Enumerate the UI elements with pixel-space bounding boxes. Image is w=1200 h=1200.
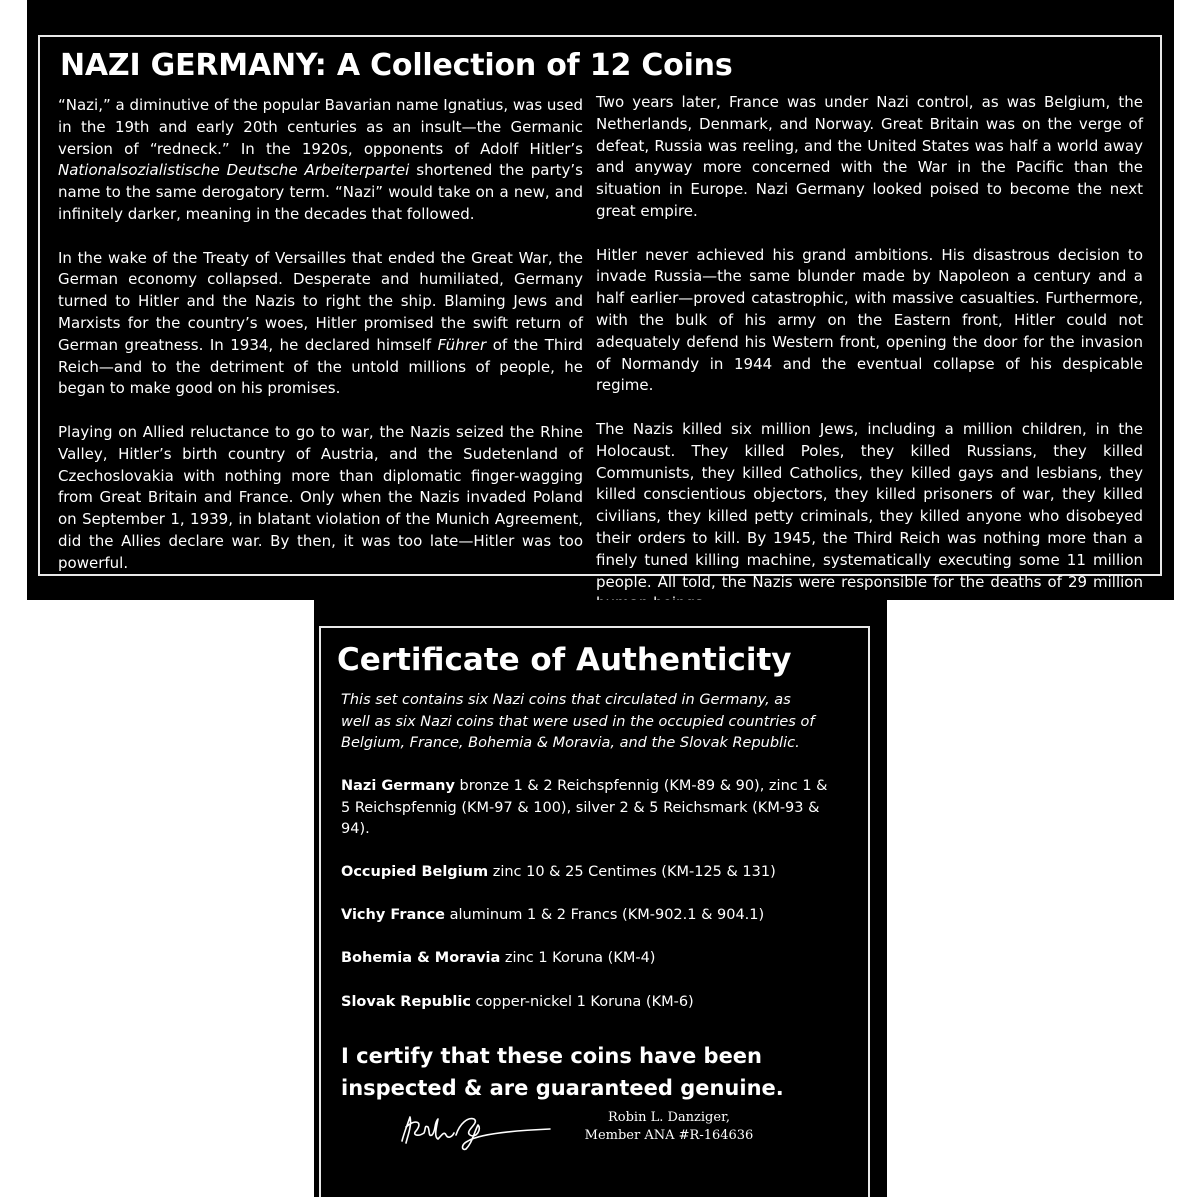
- coin-entry-label: Bohemia & Moravia: [341, 950, 501, 966]
- coin-entry-label: Vichy France: [341, 907, 446, 923]
- page-title: NAZI GERMANY: A Collection of 12 Coins: [60, 48, 733, 83]
- coin-entry-slovak-republic: [341, 992, 841, 1014]
- coin-entry-text: aluminum 1 & 2 Francs (KM-902.1 & 904.1): [445, 907, 765, 923]
- paragraph-holocaust: The Nazis killed six million Jews, including a million children, in the Holocaust. They killed Poles, they killed Russians, they killed Communists, they killed Catholics, they killed gays and lesbians, they killed conscientious objectors, they killed prisoners of war, they killed civilians, they killed petty criminals, they killed anyone who disobeyed their orders to kill. By 1945, the Third Reich was nothing more than a finely tuned killing machine, systematically executing some 11 million people. All told, the Nazis were responsible for the deaths of 29 million: [596, 419, 1143, 591]
- paragraph-allied-reluctance: [58, 422, 583, 575]
- text-span: of the Third Reich—and to the detriment of the untold millions of people, he began to make good on his promises.: [58, 335, 583, 398]
- paragraph-versailles: [58, 248, 583, 401]
- coin-entry-occupied-belgium: [341, 862, 841, 884]
- signer-name: Robin L. Danziger,: [608, 1110, 730, 1125]
- coin-entry-label: Nazi Germany: [341, 778, 455, 794]
- text-span: “Nazi,” a diminutive of the popular Bavarian name Ignatius, was used in the 19th and early 20th centuries as an insult—the Germanic version of “redneck.” In the 1920s, opponents of Adolf Hitler’s: [58, 96, 583, 158]
- signer-block: [584, 1109, 754, 1145]
- coin-entry-vichy-france: [341, 905, 841, 927]
- coin-entry-nazi-germany: [341, 776, 841, 841]
- coin-entry-text: zinc 1 Koruna (KM-4): [500, 950, 656, 966]
- certificate-panel: [314, 600, 887, 1197]
- paragraph-nazi-origin: [58, 95, 583, 226]
- coin-entry-bohemia-moravia: [341, 948, 841, 970]
- coin-entry-text: zinc 10 & 25 Centimes (KM-125 & 131): [488, 864, 776, 880]
- coin-entry-label: Slovak Republic: [341, 994, 471, 1010]
- text-span: Playing on Allied reluctance to go to war, the Nazis seized the Rhine Valley, Hitler’s birth country of Austria, and the Sudetenland of Czechoslovakia with nothing more than diplomatic finger-wagging from Great Britain and France. Only when the Nazis invaded Poland on September 1, 1939, in blatant violation of the Munich Agreement, did the Allies declare war. By then, it was too late—Hitler was too powerful.: [58, 422, 583, 572]
- handwritten-signature: [394, 1105, 554, 1155]
- certification-statement: I certify that these coins have been inspected & are guaranteed genuine.: [341, 1044, 784, 1100]
- paragraph-grand-ambitions: Hitler never achieved his grand ambitions. His disastrous decision to invade Russia—the same blunder made by Napoleon a century and a half earlier—proved catastrophic, with massive casualties. Furthermore, with the bulk of his army on the Eastern front, Hitler could not adequately defend his Western front, opening the door for the invasion of Normandy in 1944 and the eventual collapse of his despicable regime.: [596, 245, 1143, 395]
- signer-membership: Member ANA #R-164636: [584, 1128, 754, 1143]
- history-panel: [27, 0, 1174, 600]
- coin-entry-text: copper-nickel 1 Koruna (KM-6): [470, 994, 694, 1010]
- italic-term: Nationalsozialistische Deutsche Arbeiterpartei: [58, 161, 410, 180]
- italic-term: Führer: [437, 335, 487, 354]
- left-column: [58, 95, 583, 596]
- right-column: [596, 92, 1143, 637]
- paragraph-two-years-later: Two years later, France was under Nazi control, as was Belgium, the Netherlands, Denmark, and Norway. Great Britain was on the verge of defeat, Russia was reeling, and the United States was half a world away and anyway more concerned with the War in the Pacific than the situation in Europe. Nazi Germany looked poised to become the next great empire.: [596, 93, 1143, 220]
- certificate-intro: This set contains six Nazi coins that circulated in Germany, as well as six Nazi coins that were used in the occupied countries of Belgium, France, Bohemia & Moravia, and the Slovak Republic.: [341, 692, 815, 751]
- coin-entry-text: bronze 1 & 2 Reichspfennig (KM-89 & 90), zinc 1 & 5 Reichspfennig (KM-97 & 100), silver 2 & 5 Reichsmark (KM-93 & 94).: [341, 778, 828, 837]
- certificate-title: Certificate of Authenticity: [337, 642, 792, 678]
- text-span: In the wake of the Treaty of Versailles that ended the Great War, the German economy collapsed. Desperate and humiliated, Germany turned to Hitler and the Nazis to right the ship. Blaming Jews and Marxists for the country’s woes, Hitler promised the swift return of German greatness. In 1934, he declared himself: [58, 248, 583, 354]
- text-span: shortened the party’s name to the same derogatory term. “Nazi” would take on a new, and infinitely darker, meaning in the decades that followed.: [58, 161, 583, 223]
- coin-entry-label: Occupied Belgium: [341, 864, 489, 880]
